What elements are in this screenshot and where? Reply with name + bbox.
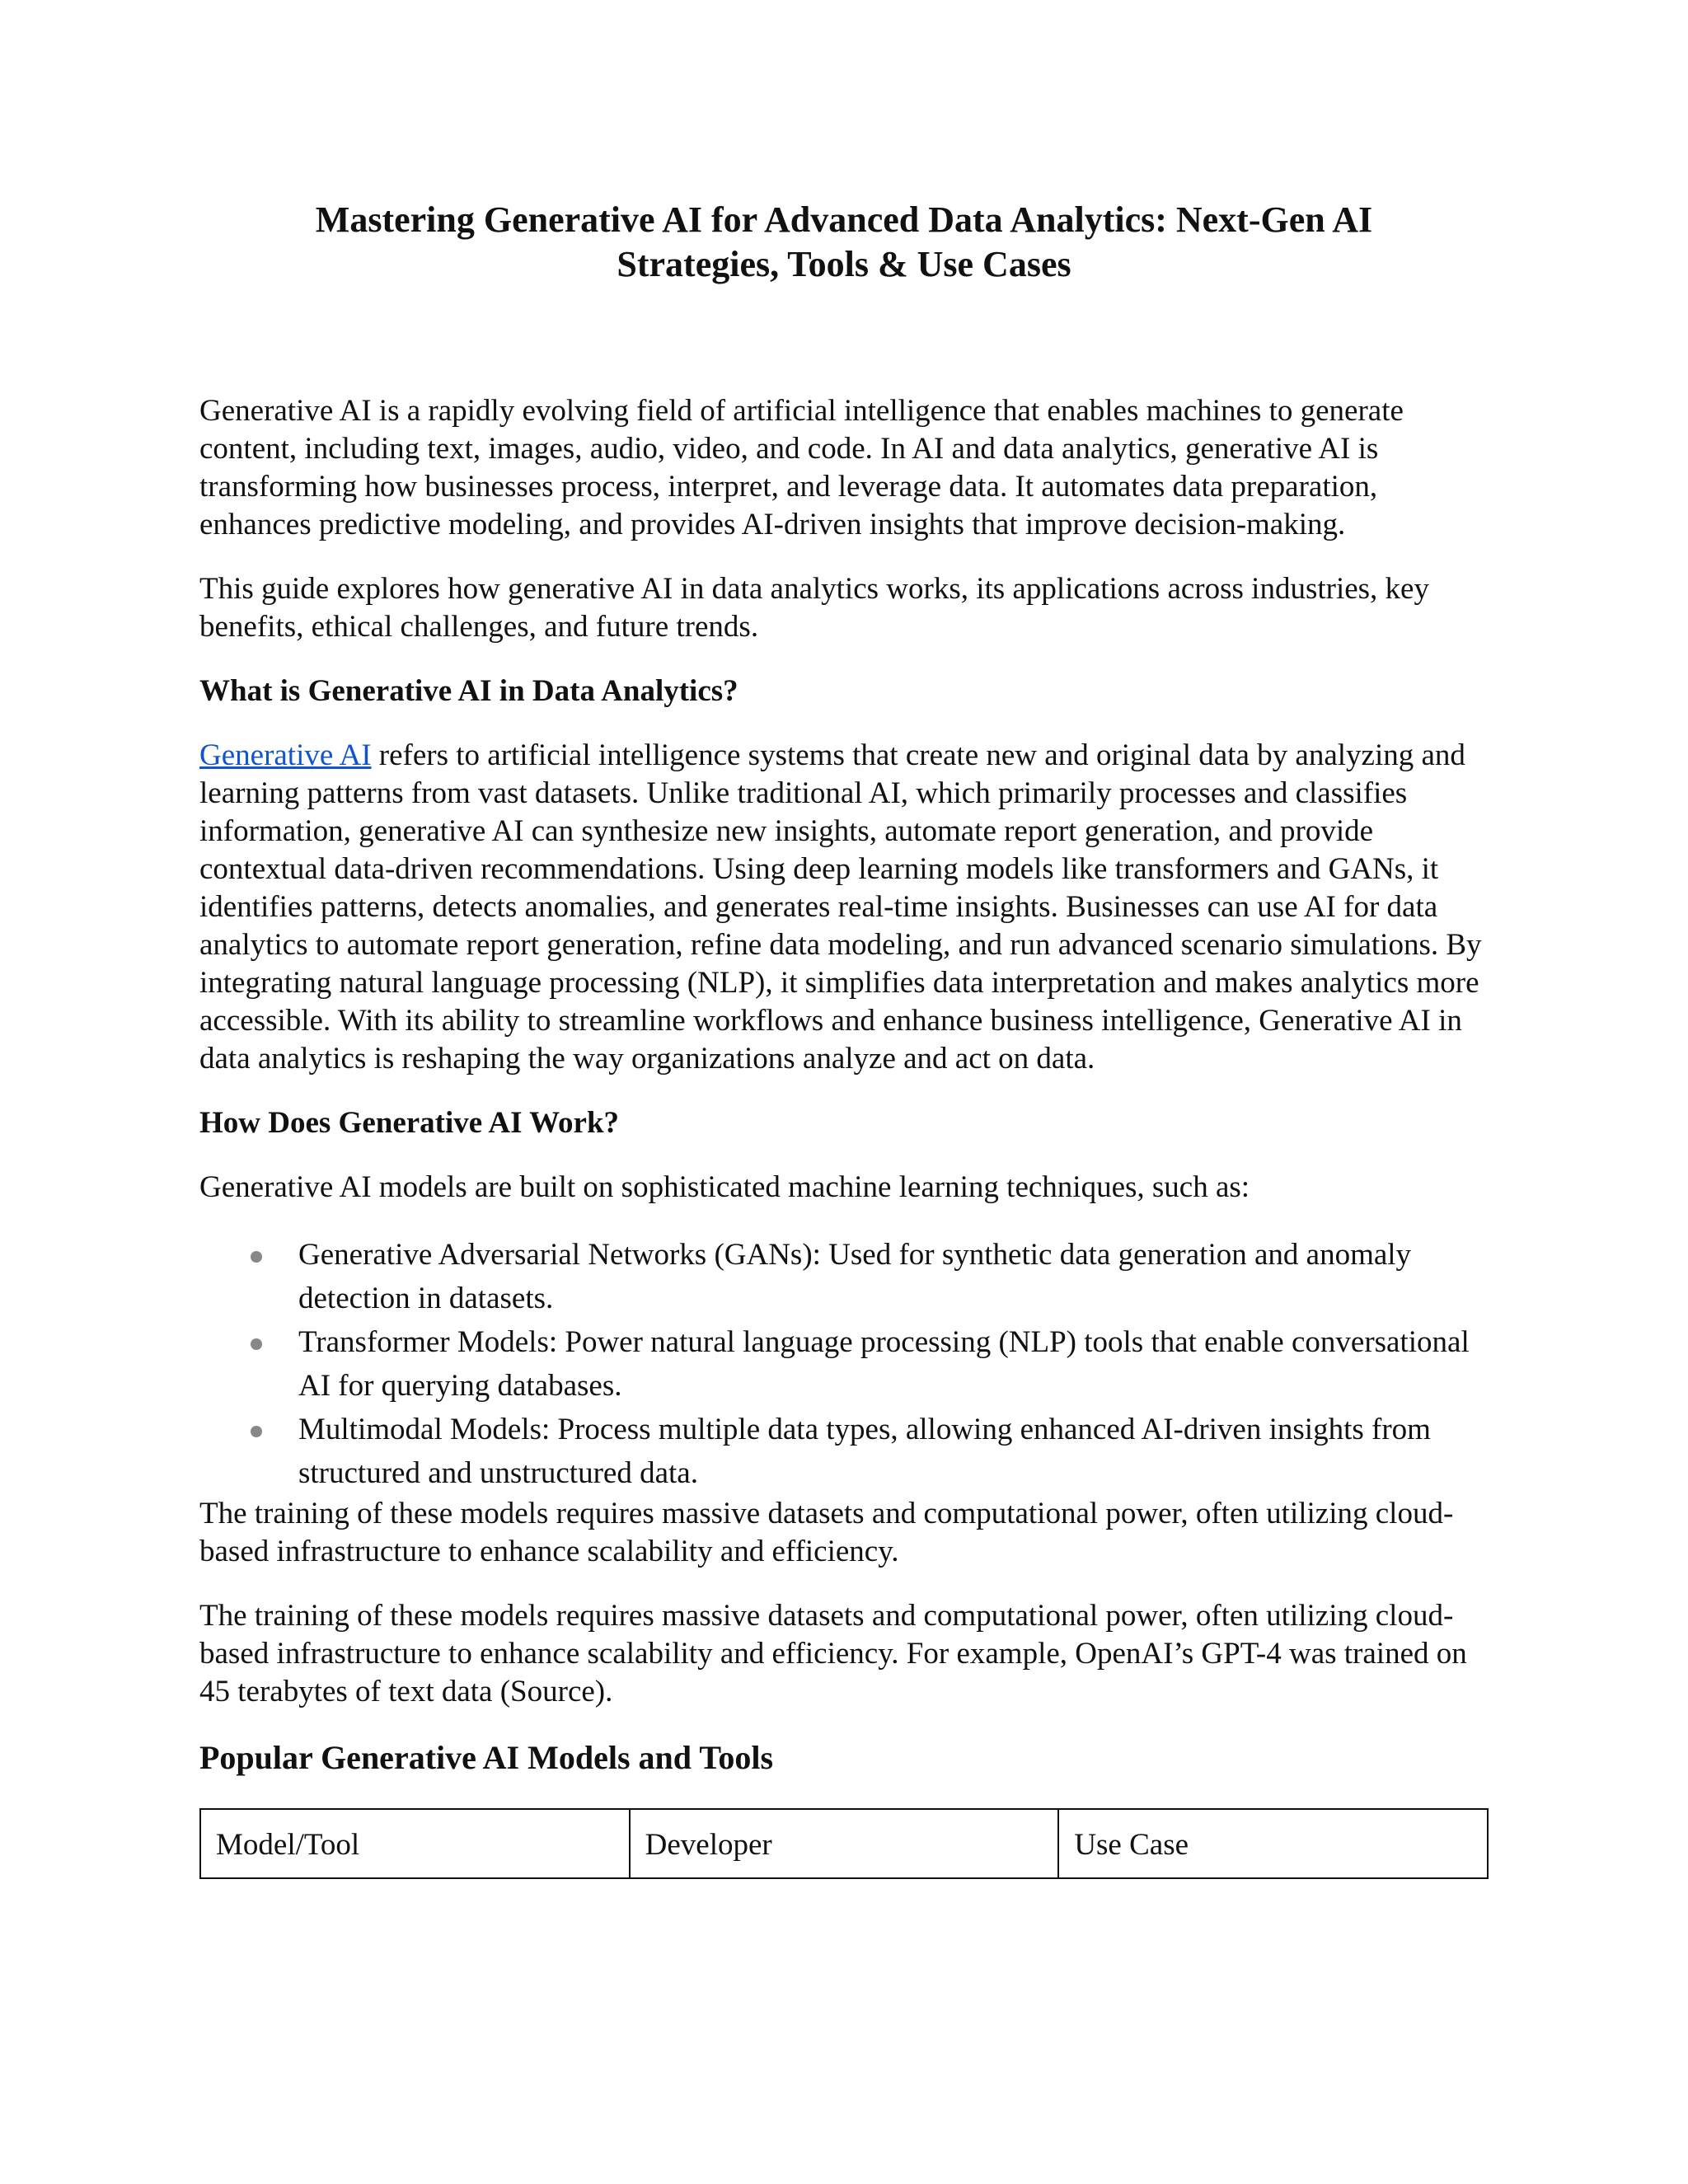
techniques-list [199,1233,1489,1495]
list-item-text: Multimodal Models: Process multiple data types, allowing enhanced AI-driven insights from structured and unstructured data. [298,1413,1431,1490]
column-header-developer: Developer [630,1809,1059,1878]
training-example-paragraph: The training of these models requires massive datasets and computational power, often utilizing cloud-based infrastructure to enhance scalability and efficiency. For example, OpenAI’s GPT-4 was trained on 45 terabytes of text data (Source). [199,1599,1467,1708]
bullet-icon [251,1251,262,1263]
document-title: Mastering Generative AI for Advanced Data Analytics: Next-Gen AI Strategies, Tools & Use Cases [315,199,1373,284]
bullet-icon [251,1426,262,1437]
how-lead-paragraph: Generative AI models are built on sophisticated machine learning techniques, such as: [199,1170,1250,1204]
table-header-row [200,1809,1488,1878]
list-item [298,1233,1489,1320]
training-paragraph: The training of these models requires massive datasets and computational power, often utilizing cloud-based infrastructure to enhance scalability and efficiency. [199,1497,1454,1568]
list-item [298,1320,1489,1408]
column-header-model-tool: Model/Tool [200,1809,630,1878]
tools-table [199,1808,1489,1879]
list-item-text: Generative Adversarial Networks (GANs): Used for synthetic data generation and anomaly detection in datasets. [298,1238,1412,1315]
list-item [298,1408,1489,1495]
generative-ai-link[interactable]: Generative AI [199,738,372,772]
column-header-use-case: Use Case [1058,1809,1488,1878]
list-item-text: Transformer Models: Power natural language processing (NLP) tools that enable conversational AI for querying databases. [298,1325,1470,1403]
what-is-body-text: refers to artificial intelligence systems that create new and original data by analyzing and learning patterns from vast datasets. Unlike traditional AI, which primarily processes and classifies information, generative AI can synthesize new insights, automate report generation, and provide contextual data-driven recommendations. Using deep learning models like transformers and GANs, it identifies patterns, detects anomalies, and generates real-time insights. Businesses can use AI for data analytics to automate report generation, refine data modeling, and run advanced scenario simulations. By integrating natural language processing (NLP), it simplifies data interpretation and makes analytics more accessible. With its ability to streamline workflows and enhance business intelligence, Generative AI in data analytics is reshaping the way organizations analyze and act on data. [199,738,1482,1076]
intro-paragraph-1: Generative AI is a rapidly evolving field of artificial intelligence that enables machines to generate content, including text, images, audio, video, and code. In AI and data analytics, generative AI is transforming how businesses process, interpret, and leverage data. It automates data preparation, enhances predictive modeling, and provides AI-driven insights that improve decision-making. [199,394,1404,541]
bullet-icon [251,1338,262,1350]
document-content [199,198,1489,1879]
heading-what-is-generative-ai: What is Generative AI in Data Analytics? [199,674,738,708]
intro-paragraph-2: This guide explores how generative AI in data analytics works, its applications across industries, key benefits, ethical challenges, and future trends. [199,572,1429,644]
heading-popular-tools: Popular Generative AI Models and Tools [199,1739,774,1776]
heading-how-does-it-work: How Does Generative AI Work? [199,1106,620,1140]
what-is-paragraph [199,737,1489,1078]
